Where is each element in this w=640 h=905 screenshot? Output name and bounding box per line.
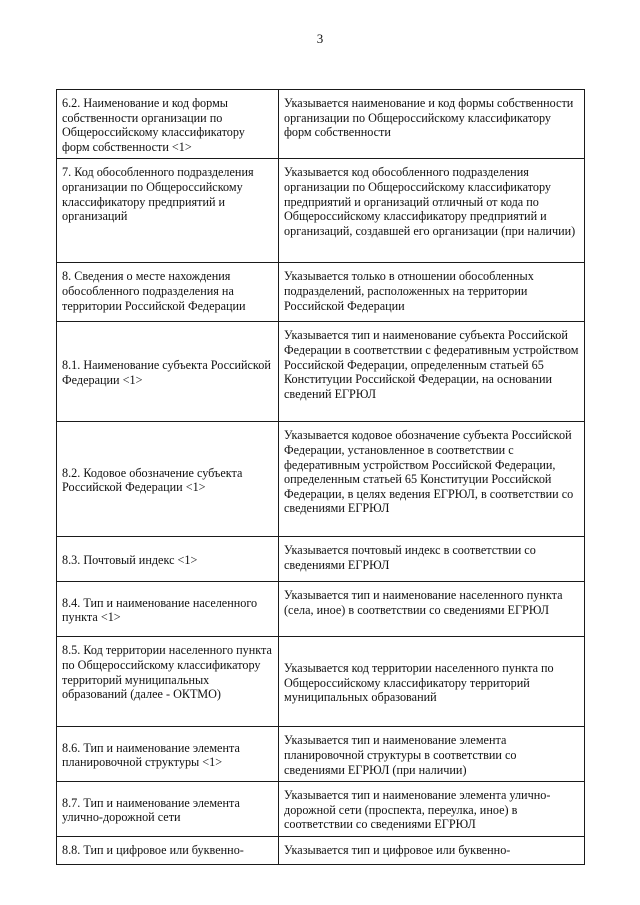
requirements-table	[56, 89, 585, 865]
field-description-cell: Указывается тип и наименование элемента планировочной структуры в соответствии со сведениями ЕГРЮЛ (при наличии)	[279, 727, 585, 782]
field-description-cell: Указывается кодовое обозначение субъекта Российской Федерации, установленное в соответствии с федеративным устройством Российской Федерации, определенным статьей 65 Конституции Российской Федерации, в целях ведения ЕГРЮЛ, в соответствии со сведениями ЕГРЮЛ	[279, 422, 585, 537]
table-row	[57, 782, 585, 837]
field-name-cell: 8.5. Код территории населенного пункта по Общероссийскому классификатору территорий муниципальных образований (далее - ОКТМО)	[57, 637, 279, 727]
field-description-cell: Указывается тип и наименование элемента улично-дорожной сети (проспекта, переулка, иное) в соответствии со сведениями ЕГРЮЛ	[279, 782, 585, 837]
field-name-cell: 8.6. Тип и наименование элемента планировочной структуры <1>	[57, 727, 279, 782]
field-description-cell: Указывается наименование и код формы собственности организации по Общероссийскому классификатору форм собственности	[279, 90, 585, 159]
field-name-cell: 8. Сведения о месте нахождения обособленного подразделения на территории Российской Федерации	[57, 263, 279, 322]
field-description-cell: Указывается тип и наименование населенного пункта (села, иное) в соответствии со сведениями ЕГРЮЛ	[279, 582, 585, 637]
table-row	[57, 537, 585, 582]
field-name-cell: 8.3. Почтовый индекс <1>	[57, 537, 279, 582]
field-description-cell: Указывается код территории населенного пункта по Общероссийскому классификатору территорий муниципальных образований	[279, 637, 585, 727]
table-row	[57, 90, 585, 159]
field-description-cell: Указывается только в отношении обособленных подразделений, расположенных на территории Российской Федерации	[279, 263, 585, 322]
table-row	[57, 637, 585, 727]
table-row	[57, 837, 585, 865]
table-row	[57, 322, 585, 422]
field-name-cell: 8.8. Тип и цифровое или буквенно-	[57, 837, 279, 865]
table-row	[57, 582, 585, 637]
field-description-cell: Указывается тип и цифровое или буквенно-	[279, 837, 585, 865]
field-name-cell: 8.2. Кодовое обозначение субъекта Российской Федерации <1>	[57, 422, 279, 537]
field-description-cell: Указывается почтовый индекс в соответствии со сведениями ЕГРЮЛ	[279, 537, 585, 582]
field-name-cell: 8.4. Тип и наименование населенного пункта <1>	[57, 582, 279, 637]
table-row	[57, 727, 585, 782]
field-name-cell: 7. Код обособленного подразделения организации по Общероссийскому классификатору предприятий и организаций	[57, 159, 279, 263]
table-row	[57, 422, 585, 537]
table-row	[57, 263, 585, 322]
field-description-cell: Указывается тип и наименование субъекта Российской Федерации в соответствии с федеративным устройством Российской Федерации, определенным статьей 65 Конституции Российской Федерации, на основании сведений ЕГРЮЛ	[279, 322, 585, 422]
table-row	[57, 159, 585, 263]
field-description-cell: Указывается код обособленного подразделения организации по Общероссийскому классификатору предприятий и организаций отличный от кода по Общероссийскому классификатору предприятий и организаций, создавшей его организации (при наличии)	[279, 159, 585, 263]
field-name-cell: 8.1. Наименование субъекта Российской Федерации <1>	[57, 322, 279, 422]
page-number: 3	[316, 31, 324, 46]
field-name-cell: 8.7. Тип и наименование элемента улично-дорожной сети	[57, 782, 279, 837]
field-name-cell: 6.2. Наименование и код формы собственности организации по Общероссийскому классификатору форм собственности <1>	[57, 90, 279, 159]
